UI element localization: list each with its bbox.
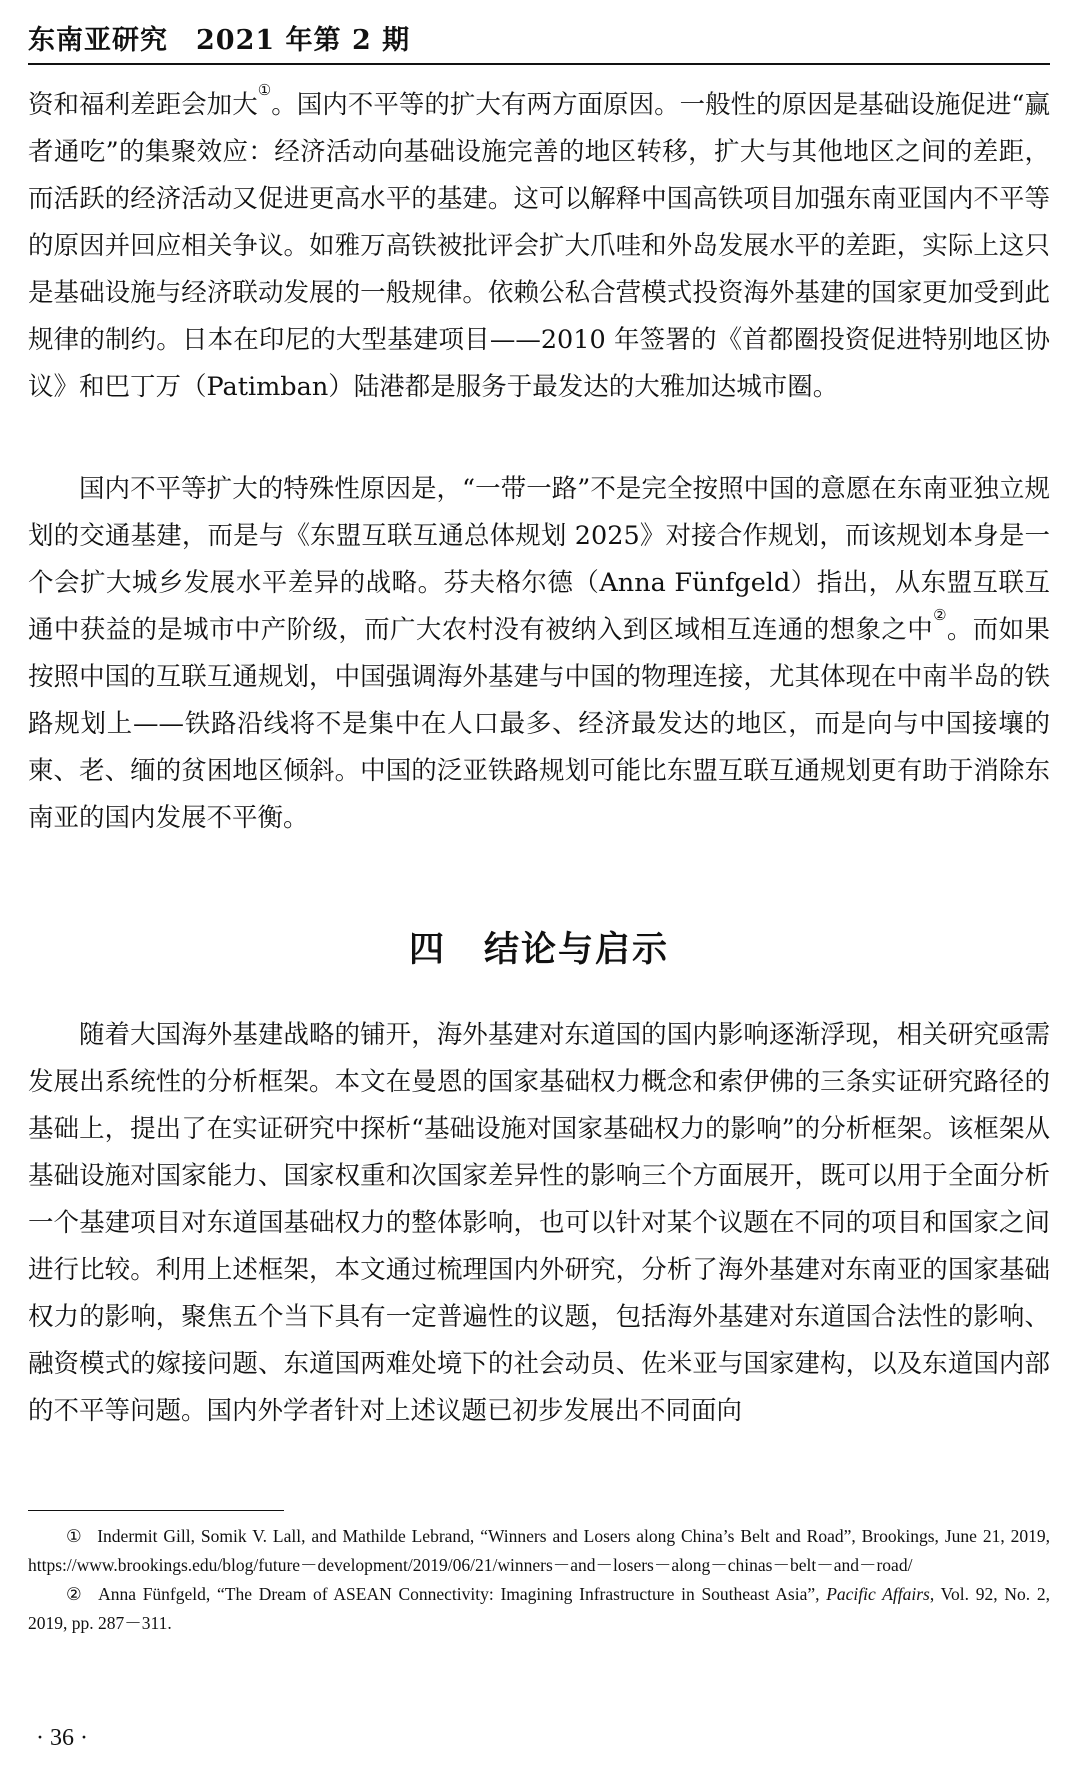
paragraph-text: 资和福利差距会加大	[28, 90, 258, 120]
footnote-mark: ②	[66, 1584, 85, 1604]
body-paragraph-1	[28, 82, 1050, 411]
body-paragraph-2	[28, 466, 1050, 842]
section-number: 四	[408, 930, 446, 970]
footnote-2	[28, 1580, 1050, 1638]
footnote-text: , Vol. 92, No. 2, 2019, pp. 287－311.	[28, 1584, 1050, 1633]
header-rule	[28, 63, 1050, 65]
footnote-mark: ①	[66, 1526, 84, 1546]
page-number: · 36 ·	[36, 1725, 88, 1751]
section-title: 结论与启示	[484, 930, 670, 970]
footnote-text: Anna Fünfgeld, “The Dream of ASEAN Connectivity: Imagining Infrastructure in Southeast Asia”,	[98, 1584, 827, 1604]
body-paragraph-3	[28, 1012, 1050, 1435]
paragraph-text: 。而如果按照中国的互联互通规划，中国强调海外基建与中国的物理连接，尤其体现在中南半岛的铁路规划上——铁路沿线将不是集中在人口最多、经济最发达的地区，而是向与中国接壤的柬、老、缅的贫困地区倾斜。中国的泛亚铁路规划可能比东盟互联互通规划更有助于消除东南亚的国内发展不平衡。	[28, 615, 1050, 833]
footnotes	[28, 1522, 1050, 1638]
footnote-1	[28, 1522, 1050, 1580]
footnote-rule	[28, 1510, 284, 1511]
journal-title: Pacific Affairs	[826, 1584, 930, 1604]
footnote-ref-1[interactable]: ①	[257, 81, 272, 99]
section-heading	[0, 922, 1078, 972]
running-header: 东南亚研究 2021 年第 2 期	[28, 25, 411, 56]
paragraph-text: 随着大国海外基建战略的铺开，海外基建对东道国的国内影响逐渐浮现，相关研究亟需发展出系统性的分析框架。本文在曼恩的国家基础权力概念和索伊佛的三条实证研究路径的基础上，提出了在实证研究中探析“基础设施对国家基础权力的影响”的分析框架。该框架从基础设施对国家能力、国家权重和次国家差异性的影响三个方面展开，既可以用于全面分析一个基建项目对东道国基础权力的整体影响，也可以针对某个议题在不同的项目和国家之间进行比较。利用上述框架，本文通过梳理国内外研究，分析了海外基建对东南亚的国家基础权力的影响，聚焦五个当下具有一定普遍性的议题，包括海外基建对东道国合法性的影响、融资模式的嫁接问题、东道国两难处境下的社会动员、佐米亚与国家建构，以及东道国内部的不平等问题。国内外学者针对上述议题已初步发展出不同面向	[28, 1020, 1050, 1426]
paragraph-text: 。国内不平等的扩大有两方面原因。一般性的原因是基础设施促进“赢者通吃”的集聚效应：经济活动向基础设施完善的地区转移，扩大与其他地区之间的差距，而活跃的经济活动又促进更高水平的基建。这可以解释中国高铁项目加强东南亚国内不平等的原因并回应相关争议。如雅万高铁被批评会扩大爪哇和外岛发展水平的差距，实际上这只是基础设施与经济联动发展的一般规律。依赖公私合营模式投资海外基建的国家更加受到此规律的制约。日本在印尼的大型基建项目——2010 年签署的《首都圈投资促进特别地区协议》和巴丁万（Patimban）陆港都是服务于最发达的大雅加达城市圈。	[28, 90, 1050, 402]
footnote-ref-2[interactable]: ②	[933, 606, 947, 624]
footnote-text: Indermit Gill, Somik V. Lall, and Mathilde Lebrand, “Winners and Losers along China’s Belt and Road”, Brookings, June 21, 2019, https://www.brookings.edu/blog/future－development/2019/06/21/winners－and－losers－along－chinas－belt－and－road/	[28, 1526, 1050, 1575]
paragraph-text: 国内不平等扩大的特殊性原因是，“一带一路”不是完全按照中国的意愿在东南亚独立规划的交通基建，而是与《东盟互联互通总体规划 2025》对接合作规划，而该规划本身是一个会扩大城乡发展水平差异的战略。芬夫格尔德（Anna Fünfgeld）指出，从东盟互联互通中获益的是城市中产阶级，而广大农村没有被纳入到区域相互连通的想象之中	[28, 474, 1050, 645]
